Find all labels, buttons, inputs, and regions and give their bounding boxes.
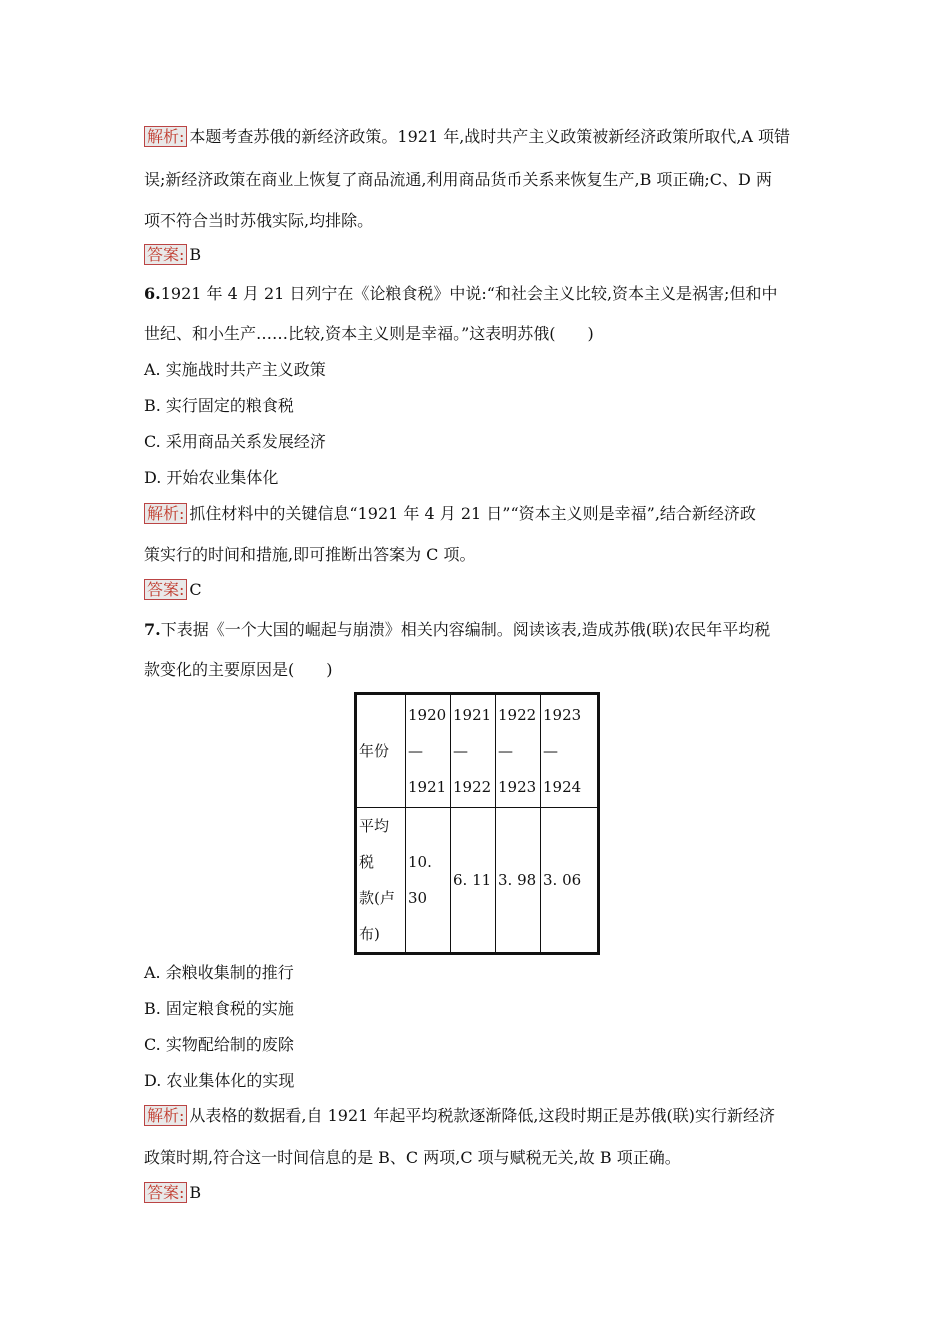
analysis-tag: 解析: (144, 1105, 187, 1126)
q6-option-b: B. 实行固定的粮食税 (144, 396, 294, 415)
analysis-tag: 解析: (144, 503, 187, 524)
q5-analysis-line-2: 误;新经济政策在商业上恢复了商品流通,利用商品货币关系来恢复生产,B 项正确;C、D 两 (144, 170, 772, 189)
table-cell-value-3: 3. 98 (496, 808, 541, 954)
q6-analysis-line-1 (144, 504, 814, 524)
q5-analysis-line-1 (144, 127, 814, 147)
table-cell-value-4: 3. 06 (541, 808, 599, 954)
q7-stem-line-1 (144, 620, 814, 640)
answer-tag: 答案: (144, 1182, 187, 1203)
table-row (356, 694, 599, 808)
q7-option-d: D. 农业集体化的实现 (144, 1071, 295, 1090)
q7-number: 7. (144, 620, 161, 639)
tax-table (354, 692, 600, 955)
table-cell-year-3: 1922 — 1923 (496, 694, 541, 808)
table-cell-year-4: 1923— 1924 (541, 694, 599, 808)
q7-stem-text-1: 下表据《一个大国的崛起与崩溃》相关内容编制。阅读该表,造成苏俄(联)农民年平均税 (160, 620, 771, 639)
q6-answer (144, 580, 814, 600)
q7-analysis-line-2: 政策时期,符合这一时间信息的是 B、C 两项,C 项与赋税无关,故 B 项正确。 (144, 1148, 681, 1167)
answer-tag: 答案: (144, 579, 187, 600)
table-cell-value-2: 6. 11 (451, 808, 496, 954)
table-row (356, 808, 599, 954)
table-cell-year-1: 1920 — 1921 (406, 694, 451, 808)
q6-number: 6. (144, 284, 161, 303)
q5-answer (144, 245, 814, 265)
q6-option-d: D. 开始农业集体化 (144, 468, 279, 487)
q7-answer (144, 1183, 814, 1203)
q7-option-a: A. 余粮收集制的推行 (144, 963, 294, 982)
q5-analysis-line-3: 项不符合当时苏俄实际,均排除。 (144, 211, 374, 230)
table-cell-value-1: 10. 30 (406, 808, 451, 954)
q6-answer-value: C (189, 580, 202, 599)
q6-option-a: A. 实施战时共产主义政策 (144, 360, 326, 379)
q7-analysis-text-1: 从表格的数据看,自 1921 年起平均税款逐渐降低,这段时期正是苏俄(联)实行新经济 (189, 1106, 775, 1125)
q7-stem-line-2: 款变化的主要原因是( ) (144, 660, 333, 679)
q6-stem-line-1 (144, 284, 814, 304)
q7-option-c: C. 实物配给制的废除 (144, 1035, 294, 1054)
q5-answer-value: B (189, 245, 202, 264)
table-header-tax: 平均税 款(卢 布) (356, 808, 406, 954)
analysis-tag: 解析: (144, 126, 187, 147)
q7-option-b: B. 固定粮食税的实施 (144, 999, 294, 1018)
q6-analysis-line-2: 策实行的时间和措施,即可推断出答案为 C 项。 (144, 545, 476, 564)
q5-analysis-text-1: 本题考查苏俄的新经济政策。1921 年,战时共产主义政策被新经济政策所取代,A 项错 (189, 127, 791, 146)
q6-stem-line-2: 世纪、和小生产……比较,资本主义则是幸福。”这表明苏俄( ) (144, 324, 594, 343)
q7-answer-value: B (189, 1183, 202, 1202)
table-cell-year-2: 1921 — 1922 (451, 694, 496, 808)
answer-tag: 答案: (144, 244, 187, 265)
q6-analysis-text-1: 抓住材料中的关键信息“1921 年 4 月 21 日”“资本主义则是幸福”,结合新经济政 (189, 504, 756, 523)
q6-stem-text-1: 1921 年 4 月 21 日列宁在《论粮食税》中说:“和社会主义比较,资本主义是祸害;但和中 (160, 284, 778, 303)
table-header-year: 年份 (356, 694, 406, 808)
q6-option-c: C. 采用商品关系发展经济 (144, 432, 326, 451)
q7-analysis-line-1 (144, 1106, 814, 1126)
